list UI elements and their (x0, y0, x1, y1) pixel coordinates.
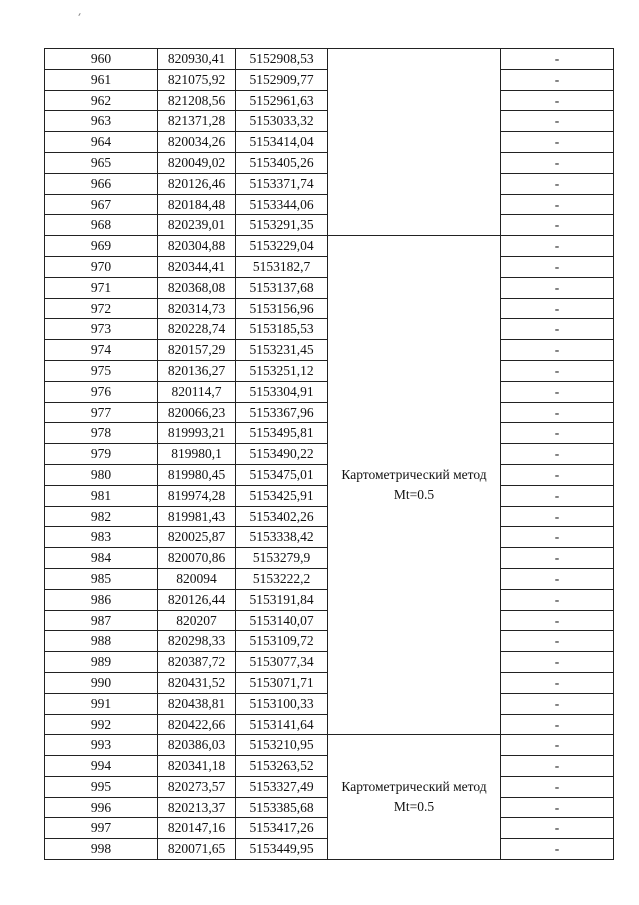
point-number-cell: 991 (45, 693, 158, 714)
description-cell: - (501, 485, 614, 506)
point-number-cell: 969 (45, 236, 158, 257)
method-accuracy: Mt=0.5 (393, 487, 435, 503)
x-coordinate-cell: 820341,18 (158, 756, 236, 777)
point-number-cell: 968 (45, 215, 158, 236)
description-cell: - (501, 90, 614, 111)
description-cell: - (501, 776, 614, 797)
x-coordinate-cell: 820273,57 (158, 776, 236, 797)
point-number-cell: 971 (45, 277, 158, 298)
description-cell: - (501, 839, 614, 860)
x-coordinate-cell: 821208,56 (158, 90, 236, 111)
point-number-cell: 987 (45, 610, 158, 631)
y-coordinate-cell: 5153222,2 (236, 568, 328, 589)
point-number-cell: 966 (45, 173, 158, 194)
description-cell: - (501, 69, 614, 90)
x-coordinate-cell: 820114,7 (158, 381, 236, 402)
y-coordinate-cell: 5153405,26 (236, 152, 328, 173)
y-coordinate-cell: 5153490,22 (236, 444, 328, 465)
y-coordinate-cell: 5153414,04 (236, 132, 328, 153)
description-cell: - (501, 506, 614, 527)
y-coordinate-cell: 5153109,72 (236, 631, 328, 652)
point-number-cell: 994 (45, 756, 158, 777)
table-row (45, 49, 614, 70)
description-cell: - (501, 340, 614, 361)
y-coordinate-cell: 5153327,49 (236, 776, 328, 797)
x-coordinate-cell: 821371,28 (158, 111, 236, 132)
table-row (45, 735, 614, 756)
x-coordinate-cell: 820239,01 (158, 215, 236, 236)
description-cell: - (501, 756, 614, 777)
description-cell: - (501, 797, 614, 818)
description-cell: - (501, 381, 614, 402)
x-coordinate-cell: 820431,52 (158, 672, 236, 693)
x-coordinate-cell: 820136,27 (158, 360, 236, 381)
description-cell: - (501, 631, 614, 652)
x-coordinate-cell: 820025,87 (158, 527, 236, 548)
y-coordinate-cell: 5153210,95 (236, 735, 328, 756)
x-coordinate-cell: 820386,03 (158, 735, 236, 756)
description-cell: - (501, 714, 614, 735)
y-coordinate-cell: 5153291,35 (236, 215, 328, 236)
x-coordinate-cell: 819974,28 (158, 485, 236, 506)
x-coordinate-cell: 820368,08 (158, 277, 236, 298)
description-cell: - (501, 568, 614, 589)
point-number-cell: 967 (45, 194, 158, 215)
x-coordinate-cell: 820314,73 (158, 298, 236, 319)
y-coordinate-cell: 5153495,81 (236, 423, 328, 444)
x-coordinate-cell: 820071,65 (158, 839, 236, 860)
x-coordinate-cell: 820304,88 (158, 236, 236, 257)
x-coordinate-cell: 819993,21 (158, 423, 236, 444)
x-coordinate-cell: 820070,86 (158, 548, 236, 569)
point-number-cell: 973 (45, 319, 158, 340)
point-number-cell: 998 (45, 839, 158, 860)
point-number-cell: 997 (45, 818, 158, 839)
description-cell: - (501, 49, 614, 70)
x-coordinate-cell: 819981,43 (158, 506, 236, 527)
method-cell (328, 236, 501, 735)
y-coordinate-cell: 5153279,9 (236, 548, 328, 569)
description-cell: - (501, 402, 614, 423)
y-coordinate-cell: 5153077,34 (236, 652, 328, 673)
point-number-cell: 977 (45, 402, 158, 423)
description-cell: - (501, 818, 614, 839)
point-number-cell: 964 (45, 132, 158, 153)
description-cell: - (501, 111, 614, 132)
description-cell: - (501, 173, 614, 194)
method-name: Картометрический метод (341, 467, 487, 483)
description-cell: - (501, 735, 614, 756)
y-coordinate-cell: 5153185,53 (236, 319, 328, 340)
y-coordinate-cell: 5153100,33 (236, 693, 328, 714)
y-coordinate-cell: 5153191,84 (236, 589, 328, 610)
description-cell: - (501, 527, 614, 548)
y-coordinate-cell: 5153385,68 (236, 797, 328, 818)
x-coordinate-cell: 820387,72 (158, 652, 236, 673)
x-coordinate-cell: 820066,23 (158, 402, 236, 423)
x-coordinate-cell: 820126,46 (158, 173, 236, 194)
y-coordinate-cell: 5153338,42 (236, 527, 328, 548)
point-number-cell: 989 (45, 652, 158, 673)
x-coordinate-cell: 820207 (158, 610, 236, 631)
x-coordinate-cell: 820094 (158, 568, 236, 589)
coordinates-table-body (45, 49, 614, 860)
description-cell: - (501, 444, 614, 465)
method-cell (328, 49, 501, 236)
y-coordinate-cell: 5153156,96 (236, 298, 328, 319)
description-cell: - (501, 464, 614, 485)
description-cell: - (501, 589, 614, 610)
description-cell: - (501, 652, 614, 673)
point-number-cell: 980 (45, 464, 158, 485)
description-cell: - (501, 236, 614, 257)
y-coordinate-cell: 5152908,53 (236, 49, 328, 70)
coordinates-table (44, 48, 614, 860)
point-number-cell: 993 (45, 735, 158, 756)
x-coordinate-cell: 820157,29 (158, 340, 236, 361)
description-cell: - (501, 277, 614, 298)
method-accuracy: Mt=0.5 (393, 799, 435, 815)
x-coordinate-cell: 820213,37 (158, 797, 236, 818)
x-coordinate-cell: 820147,16 (158, 818, 236, 839)
point-number-cell: 985 (45, 568, 158, 589)
point-number-cell: 990 (45, 672, 158, 693)
x-coordinate-cell: 820049,02 (158, 152, 236, 173)
point-number-cell: 992 (45, 714, 158, 735)
point-number-cell: 963 (45, 111, 158, 132)
point-number-cell: 975 (45, 360, 158, 381)
y-coordinate-cell: 5153371,74 (236, 173, 328, 194)
y-coordinate-cell: 5153229,04 (236, 236, 328, 257)
point-number-cell: 974 (45, 340, 158, 361)
x-coordinate-cell: 820422,66 (158, 714, 236, 735)
x-coordinate-cell: 820344,41 (158, 256, 236, 277)
x-coordinate-cell: 820034,26 (158, 132, 236, 153)
point-number-cell: 981 (45, 485, 158, 506)
method-name: Картометрический метод (341, 779, 487, 795)
point-number-cell: 972 (45, 298, 158, 319)
x-coordinate-cell: 820184,48 (158, 194, 236, 215)
y-coordinate-cell: 5153251,12 (236, 360, 328, 381)
point-number-cell: 976 (45, 381, 158, 402)
y-coordinate-cell: 5153402,26 (236, 506, 328, 527)
table-row (45, 236, 614, 257)
point-number-cell: 988 (45, 631, 158, 652)
y-coordinate-cell: 5153033,32 (236, 111, 328, 132)
description-cell: - (501, 693, 614, 714)
y-coordinate-cell: 5153231,45 (236, 340, 328, 361)
y-coordinate-cell: 5152961,63 (236, 90, 328, 111)
point-number-cell: 995 (45, 776, 158, 797)
y-coordinate-cell: 5153071,71 (236, 672, 328, 693)
description-cell: - (501, 319, 614, 340)
point-number-cell: 962 (45, 90, 158, 111)
point-number-cell: 978 (45, 423, 158, 444)
x-coordinate-cell: 820930,41 (158, 49, 236, 70)
description-cell: - (501, 423, 614, 444)
x-coordinate-cell: 820298,33 (158, 631, 236, 652)
point-number-cell: 965 (45, 152, 158, 173)
point-number-cell: 961 (45, 69, 158, 90)
description-cell: - (501, 194, 614, 215)
x-coordinate-cell: 819980,45 (158, 464, 236, 485)
point-number-cell: 984 (45, 548, 158, 569)
point-number-cell: 960 (45, 49, 158, 70)
method-cell (328, 735, 501, 860)
description-cell: - (501, 548, 614, 569)
description-cell: - (501, 256, 614, 277)
description-cell: - (501, 132, 614, 153)
y-coordinate-cell: 5153263,52 (236, 756, 328, 777)
point-number-cell: 970 (45, 256, 158, 277)
x-coordinate-cell: 820438,81 (158, 693, 236, 714)
description-cell: - (501, 215, 614, 236)
y-coordinate-cell: 5152909,77 (236, 69, 328, 90)
y-coordinate-cell: 5153417,26 (236, 818, 328, 839)
y-coordinate-cell: 5153137,68 (236, 277, 328, 298)
description-cell: - (501, 298, 614, 319)
description-cell: - (501, 152, 614, 173)
point-number-cell: 983 (45, 527, 158, 548)
y-coordinate-cell: 5153449,95 (236, 839, 328, 860)
point-number-cell: 986 (45, 589, 158, 610)
description-cell: - (501, 672, 614, 693)
y-coordinate-cell: 5153182,7 (236, 256, 328, 277)
x-coordinate-cell: 820126,44 (158, 589, 236, 610)
x-coordinate-cell: 820228,74 (158, 319, 236, 340)
y-coordinate-cell: 5153344,06 (236, 194, 328, 215)
x-coordinate-cell: 821075,92 (158, 69, 236, 90)
point-number-cell: 982 (45, 506, 158, 527)
x-coordinate-cell: 819980,1 (158, 444, 236, 465)
scan-mark (78, 13, 80, 16)
y-coordinate-cell: 5153367,96 (236, 402, 328, 423)
y-coordinate-cell: 5153425,91 (236, 485, 328, 506)
description-cell: - (501, 360, 614, 381)
point-number-cell: 979 (45, 444, 158, 465)
point-number-cell: 996 (45, 797, 158, 818)
y-coordinate-cell: 5153304,91 (236, 381, 328, 402)
y-coordinate-cell: 5153140,07 (236, 610, 328, 631)
y-coordinate-cell: 5153475,01 (236, 464, 328, 485)
y-coordinate-cell: 5153141,64 (236, 714, 328, 735)
description-cell: - (501, 610, 614, 631)
